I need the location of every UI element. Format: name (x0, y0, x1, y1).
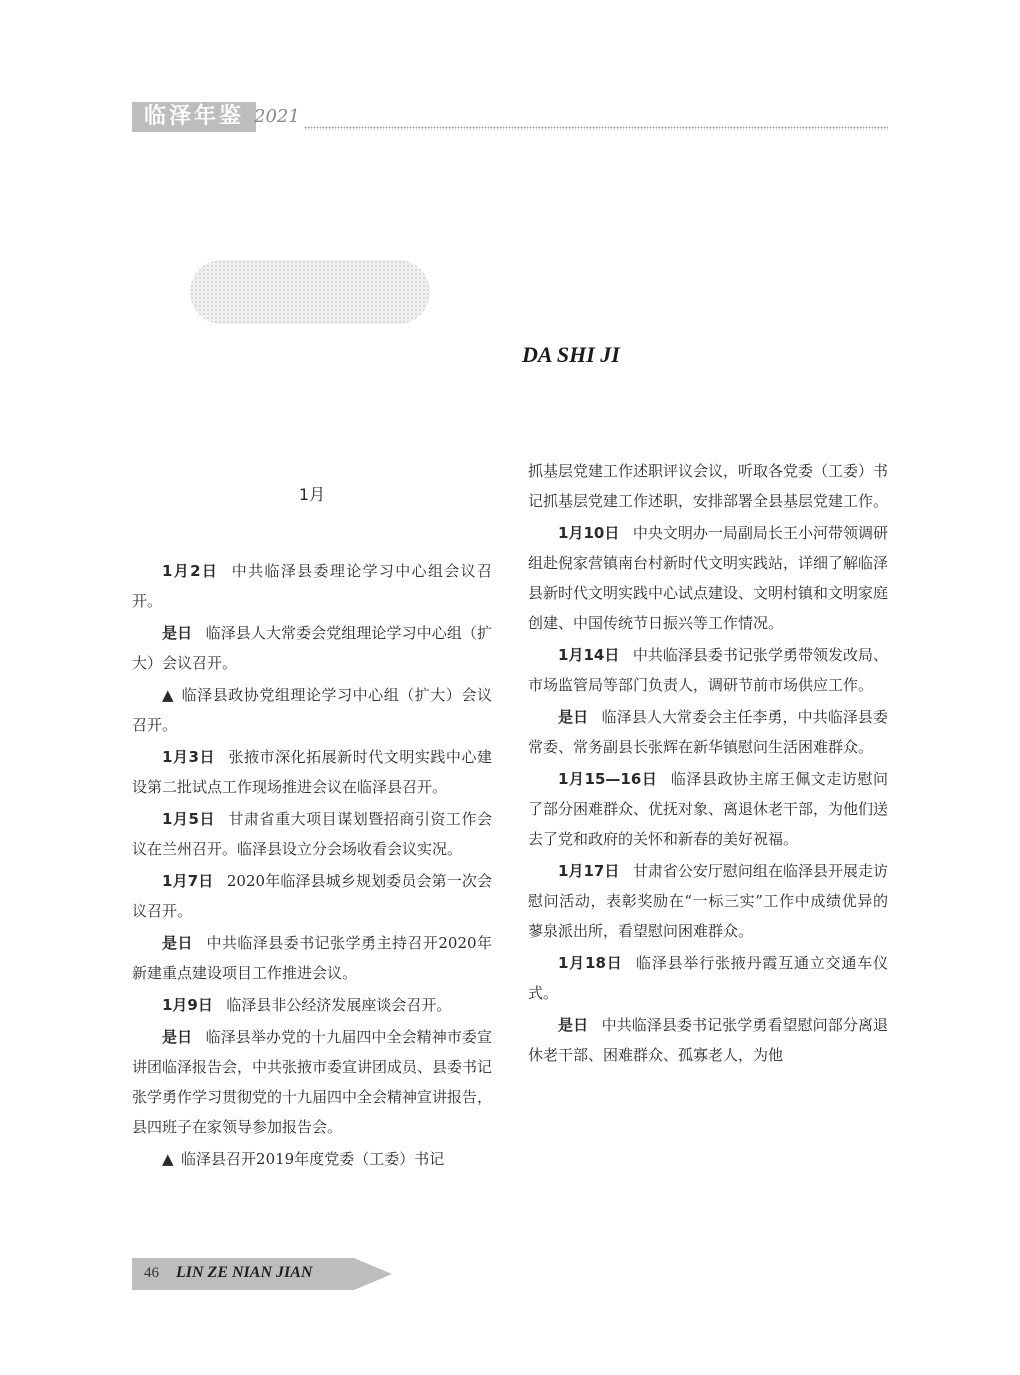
right-column (528, 456, 888, 1072)
event-entry (528, 640, 888, 700)
event-date: 是日 (162, 1028, 193, 1046)
event-entry (132, 680, 492, 740)
event-text: 中共临泽县委书记张学勇主持召开2020年新建重点建设项目工作推进会议。 (132, 934, 492, 982)
page-header (132, 102, 888, 132)
event-entry (528, 948, 888, 1008)
event-date: 1月3日 (162, 748, 215, 766)
event-entry (132, 556, 492, 616)
event-text: 张掖市深化拓展新时代文明实践中心建设第二批试点工作现场推进会议在临泽县召开。 (132, 748, 492, 796)
event-entry (132, 618, 492, 678)
event-text: 临泽县召开2019年度党委（工委）书记 (181, 1150, 445, 1168)
section-badge (190, 260, 430, 324)
event-date: 1月10日 (558, 524, 620, 542)
event-entry (132, 928, 492, 988)
event-text: 临泽县政协党组理论学习中心组（扩大）会议召开。 (132, 686, 492, 734)
event-date: 是日 (162, 624, 193, 642)
event-text: 2020年临泽县城乡规划委员会第一次会议召开。 (132, 872, 492, 920)
event-entry (528, 456, 888, 516)
event-text: 临泽县举办党的十九届四中全会精神市委宣讲团临泽报告会，中共张掖市委宣讲团成员、县委书记张学勇作学习贯彻党的十九届四中全会精神宣讲报告，县四班子在家领导参加报告会。 (132, 1028, 493, 1136)
event-date: 1月15—16日 (558, 770, 658, 788)
event-text: 临泽县人大常委会党组理论学习中心组（扩大）会议召开。 (132, 624, 492, 672)
right-entries (528, 456, 888, 1070)
event-text: 中共临泽县委书记张学勇带领发改局、市场监管局等部门负责人，调研节前市场供应工作。 (528, 646, 888, 694)
section-title-roman: DA SHI JI (522, 342, 620, 367)
event-date: 1月7日 (162, 872, 214, 890)
event-text: 甘肃省公安厅慰问组在临泽县开展走访慰问活动，表彰奖励在“一标三实”工作中成绩优异的蓼泉派出所，看望慰问困难群众。 (528, 862, 888, 940)
event-text: 临泽县人大常委会主任李勇，中共临泽县委常委、常务副县长张辉在新华镇慰问生活困难群众。 (528, 708, 888, 756)
page-number: 46 (144, 1265, 159, 1281)
left-entries (132, 556, 492, 1174)
event-date: 1月18日 (558, 954, 623, 972)
event-date: 是日 (162, 934, 193, 952)
event-entry (132, 804, 492, 864)
journal-name: LIN ZE NIAN JIAN (176, 1264, 313, 1281)
event-text: 中共临泽县委理论学习中心组会议召开。 (132, 562, 493, 610)
event-text: 中央文明办一局副局长王小河带领调研组赴倪家营镇南台村新时代文明实践站，详细了解临泽县新时代文明实践中心试点建设、文明村镇和文明家庭创建、中国传统节日振兴等工作情况。 (528, 524, 889, 632)
triangle-marker-icon: ▲ (162, 686, 175, 704)
event-entry (132, 1144, 492, 1174)
event-date: 是日 (558, 708, 589, 726)
footer-arrow-shape (354, 1258, 392, 1290)
yearbook-year: 2021 (254, 106, 300, 127)
event-text: 中共临泽县委书记张学勇看望慰问部分离退休老干部、困难群众、孤寡老人，为他 (528, 1016, 888, 1064)
event-date: 1月2日 (162, 562, 219, 580)
yearbook-title: 临泽年鉴 (132, 102, 256, 132)
event-entry (132, 742, 492, 802)
event-text: 临泽县政协主席王佩文走访慰问了部分困难群众、优抚对象、离退休老干部，为他们送去了党和政府的关怀和新春的美好祝福。 (528, 770, 889, 848)
triangle-marker-icon: ▲ (162, 1150, 174, 1168)
header-dotted-rule (304, 126, 888, 130)
event-date: 1月5日 (162, 810, 215, 828)
event-entry (528, 518, 888, 638)
event-text: 甘肃省重大项目谋划暨招商引资工作会议在兰州召开。临泽县设立分会场收看会议实况。 (132, 810, 492, 858)
page-footer (132, 1258, 392, 1290)
event-date: 1月9日 (162, 996, 213, 1014)
event-text: 临泽县举行张掖丹霞互通立交通车仪式。 (528, 954, 888, 1002)
event-date: 是日 (558, 1016, 589, 1034)
left-column (132, 480, 492, 1176)
event-text: 抓基层党建工作述职评议会议，听取各党委（工委）书记抓基层党建工作述职，安排部署全县基层党建工作。 (528, 462, 889, 510)
month-heading: 1月 (298, 485, 326, 504)
event-date: 1月14日 (558, 646, 620, 664)
event-entry (528, 856, 888, 946)
event-text: 临泽县非公经济发展座谈会召开。 (226, 996, 452, 1014)
event-entry (132, 990, 492, 1020)
event-entry (132, 866, 492, 926)
event-entry (528, 1010, 888, 1070)
event-date: 1月17日 (558, 862, 620, 880)
event-entry (528, 702, 888, 762)
event-entry (132, 1022, 492, 1142)
event-entry (528, 764, 888, 854)
